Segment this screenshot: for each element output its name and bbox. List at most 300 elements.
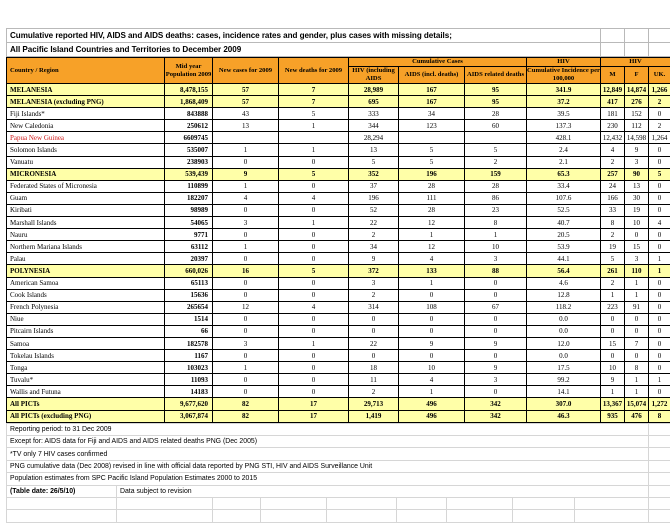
cell-hiv-male[interactable]: 33	[601, 204, 625, 216]
cell-population[interactable]: 65113	[165, 277, 213, 289]
cell-new-cases[interactable]: 0	[213, 229, 279, 241]
cell-population[interactable]: 535007	[165, 144, 213, 156]
cell-new-cases[interactable]: 1	[213, 241, 279, 253]
cell-cumulative-incidence[interactable]: 341.9	[527, 84, 601, 96]
cell-cumulative-incidence[interactable]: 307.0	[527, 398, 601, 410]
table-row[interactable]	[7, 156, 670, 168]
cell-aids-cumulative[interactable]: 196	[399, 168, 465, 180]
cell-aids-cumulative[interactable]: 1	[399, 277, 465, 289]
cell-cumulative-incidence[interactable]: 118.2	[527, 301, 601, 313]
table-row[interactable]	[7, 253, 670, 265]
cell-hiv-female[interactable]: 3	[625, 156, 649, 168]
cell-hiv-female[interactable]: 152	[625, 108, 649, 120]
cell-aids-related-deaths[interactable]: 2	[465, 156, 527, 168]
cell-aids-related-deaths[interactable]: 28	[465, 180, 527, 192]
table-row[interactable]	[7, 241, 670, 253]
cell-population[interactable]: 9771	[165, 229, 213, 241]
cell-aids-related-deaths[interactable]: 342	[465, 410, 527, 422]
cell-new-deaths[interactable]: 0	[279, 325, 349, 337]
cell-new-cases[interactable]: 0	[213, 325, 279, 337]
cell-aids-cumulative[interactable]: 0	[399, 325, 465, 337]
cell-aids-cumulative[interactable]: 1	[399, 229, 465, 241]
cell-cumulative-incidence[interactable]: 37.2	[527, 96, 601, 108]
cell-new-deaths[interactable]: 17	[279, 410, 349, 422]
cell-country-name[interactable]: Wallis and Futuna	[7, 386, 165, 398]
cell-hiv-female[interactable]: 19	[625, 204, 649, 216]
cell-population[interactable]: 539,439	[165, 168, 213, 180]
cell-hiv-female[interactable]: 0	[625, 325, 649, 337]
cell-population[interactable]: 98989	[165, 204, 213, 216]
cell-new-deaths[interactable]: 0	[279, 350, 349, 362]
cell-aids-related-deaths[interactable]: 86	[465, 192, 527, 204]
cell-new-cases[interactable]: 0	[213, 289, 279, 301]
cell-country-name[interactable]: POLYNESIA	[7, 265, 165, 277]
cell-hiv-female[interactable]: 1	[625, 277, 649, 289]
cell-hiv-cumulative[interactable]: 9	[349, 253, 399, 265]
cell-cumulative-incidence[interactable]: 107.6	[527, 192, 601, 204]
cell-aids-related-deaths[interactable]: 95	[465, 84, 527, 96]
table-row[interactable]	[7, 168, 670, 180]
cell-cumulative-incidence[interactable]: 46.3	[527, 410, 601, 422]
cell-aids-related-deaths[interactable]: 1	[465, 229, 527, 241]
cell-hiv-unknown[interactable]: 1	[649, 374, 670, 386]
cell-cumulative-incidence[interactable]: 65.3	[527, 168, 601, 180]
cell-hiv-unknown[interactable]: 0	[649, 350, 670, 362]
cell-new-deaths[interactable]: 0	[279, 241, 349, 253]
cell-country-name[interactable]: French Polynesia	[7, 301, 165, 313]
cell-hiv-unknown[interactable]: 5	[649, 168, 670, 180]
cell-hiv-male[interactable]: 4	[601, 144, 625, 156]
cell-aids-cumulative[interactable]: 5	[399, 144, 465, 156]
cell-hiv-cumulative[interactable]: 372	[349, 265, 399, 277]
table-row[interactable]	[7, 301, 670, 313]
cell-new-deaths[interactable]: 0	[279, 180, 349, 192]
cell-cumulative-incidence[interactable]: 39.5	[527, 108, 601, 120]
cell-aids-related-deaths[interactable]	[465, 132, 527, 144]
cell-country-name[interactable]: Niue	[7, 313, 165, 325]
cell-hiv-female[interactable]: 7	[625, 337, 649, 349]
cell-population[interactable]: 66	[165, 325, 213, 337]
table-row[interactable]	[7, 265, 670, 277]
table-row[interactable]	[7, 108, 670, 120]
cell-country-name[interactable]: Vanuatu	[7, 156, 165, 168]
cell-hiv-unknown[interactable]: 0	[649, 192, 670, 204]
cell-hiv-female[interactable]: 1	[625, 374, 649, 386]
cell-population[interactable]: 250612	[165, 120, 213, 132]
cell-hiv-male[interactable]: 8	[601, 217, 625, 229]
cell-aids-related-deaths[interactable]: 0	[465, 313, 527, 325]
cell-aids-related-deaths[interactable]: 3	[465, 374, 527, 386]
cell-hiv-unknown[interactable]: 1	[649, 253, 670, 265]
cell-hiv-cumulative[interactable]: 22	[349, 217, 399, 229]
cell-country-name[interactable]: Tokelau Islands	[7, 350, 165, 362]
cell-hiv-cumulative[interactable]: 28,989	[349, 84, 399, 96]
cell-hiv-female[interactable]: 1	[625, 386, 649, 398]
cell-new-deaths[interactable]: 1	[279, 337, 349, 349]
cell-cumulative-incidence[interactable]: 2.1	[527, 156, 601, 168]
cell-country-name[interactable]: New Caledonia	[7, 120, 165, 132]
cell-aids-related-deaths[interactable]: 5	[465, 144, 527, 156]
table-row[interactable]	[7, 229, 670, 241]
cell-hiv-unknown[interactable]: 2	[649, 120, 670, 132]
table-row[interactable]	[7, 192, 670, 204]
cell-hiv-male[interactable]: 13,367	[601, 398, 625, 410]
cell-new-deaths[interactable]: 0	[279, 253, 349, 265]
cell-new-deaths[interactable]: 1	[279, 144, 349, 156]
cell-hiv-unknown[interactable]: 8	[649, 410, 670, 422]
cell-hiv-female[interactable]: 0	[625, 350, 649, 362]
cell-aids-cumulative[interactable]: 1	[399, 386, 465, 398]
table-row[interactable]	[7, 84, 670, 96]
cell-new-deaths[interactable]: 4	[279, 301, 349, 313]
cell-hiv-cumulative[interactable]: 5	[349, 156, 399, 168]
cell-new-deaths[interactable]: 4	[279, 192, 349, 204]
cell-aids-cumulative[interactable]: 5	[399, 156, 465, 168]
cell-aids-related-deaths[interactable]: 10	[465, 241, 527, 253]
cell-hiv-female[interactable]: 13	[625, 180, 649, 192]
cell-hiv-cumulative[interactable]: 2	[349, 289, 399, 301]
cell-hiv-unknown[interactable]: 0	[649, 108, 670, 120]
table-row[interactable]	[7, 386, 670, 398]
cell-country-name[interactable]: Kiribati	[7, 204, 165, 216]
table-row[interactable]	[7, 289, 670, 301]
cell-cumulative-incidence[interactable]: 56.4	[527, 265, 601, 277]
table-row[interactable]	[7, 410, 670, 422]
cell-hiv-male[interactable]: 2	[601, 156, 625, 168]
cell-hiv-male[interactable]: 257	[601, 168, 625, 180]
cell-hiv-unknown[interactable]: 0	[649, 229, 670, 241]
cell-aids-related-deaths[interactable]: 9	[465, 362, 527, 374]
cell-hiv-female[interactable]: 8	[625, 362, 649, 374]
cell-new-deaths[interactable]: 1	[279, 217, 349, 229]
cell-new-deaths[interactable]: 0	[279, 277, 349, 289]
cell-population[interactable]: 182207	[165, 192, 213, 204]
cell-hiv-unknown[interactable]: 0	[649, 313, 670, 325]
cell-hiv-male[interactable]: 12,849	[601, 84, 625, 96]
cell-new-deaths[interactable]: 17	[279, 398, 349, 410]
cell-hiv-cumulative[interactable]: 352	[349, 168, 399, 180]
cell-cumulative-incidence[interactable]: 52.5	[527, 204, 601, 216]
cell-new-cases[interactable]: 0	[213, 374, 279, 386]
cell-aids-cumulative[interactable]: 12	[399, 241, 465, 253]
cell-hiv-cumulative[interactable]: 314	[349, 301, 399, 313]
cell-hiv-female[interactable]: 1	[625, 289, 649, 301]
cell-hiv-unknown[interactable]: 0	[649, 386, 670, 398]
cell-aids-cumulative[interactable]: 0	[399, 289, 465, 301]
cell-hiv-male[interactable]: 1	[601, 289, 625, 301]
cell-new-deaths[interactable]: 5	[279, 108, 349, 120]
table-row[interactable]	[7, 204, 670, 216]
cell-aids-related-deaths[interactable]: 3	[465, 253, 527, 265]
cell-hiv-cumulative[interactable]: 0	[349, 350, 399, 362]
cell-new-cases[interactable]: 12	[213, 301, 279, 313]
cell-aids-cumulative[interactable]: 9	[399, 337, 465, 349]
table-row[interactable]	[7, 277, 670, 289]
table-row[interactable]	[7, 217, 670, 229]
cell-cumulative-incidence[interactable]: 12.8	[527, 289, 601, 301]
cell-new-deaths[interactable]: 5	[279, 168, 349, 180]
cell-new-deaths[interactable]: 0	[279, 204, 349, 216]
cell-hiv-male[interactable]: 223	[601, 301, 625, 313]
cell-aids-cumulative[interactable]: 28	[399, 180, 465, 192]
cell-aids-related-deaths[interactable]: 67	[465, 301, 527, 313]
cell-population[interactable]: 8,478,155	[165, 84, 213, 96]
cell-hiv-unknown[interactable]: 1,266	[649, 84, 670, 96]
cell-country-name[interactable]: Cook Islands	[7, 289, 165, 301]
cell-aids-cumulative[interactable]: 496	[399, 410, 465, 422]
cell-hiv-cumulative[interactable]: 2	[349, 229, 399, 241]
cell-population[interactable]: 843888	[165, 108, 213, 120]
cell-hiv-unknown[interactable]: 0	[649, 289, 670, 301]
cell-population[interactable]: 1,868,409	[165, 96, 213, 108]
cell-country-name[interactable]: Pitcairn Islands	[7, 325, 165, 337]
cell-hiv-female[interactable]: 3	[625, 253, 649, 265]
cell-new-cases[interactable]: 9	[213, 168, 279, 180]
cell-hiv-cumulative[interactable]: 196	[349, 192, 399, 204]
cell-country-name[interactable]: American Samoa	[7, 277, 165, 289]
cell-cumulative-incidence[interactable]: 14.1	[527, 386, 601, 398]
cell-aids-cumulative[interactable]: 111	[399, 192, 465, 204]
cell-country-name[interactable]: Samoa	[7, 337, 165, 349]
cell-hiv-male[interactable]: 15	[601, 337, 625, 349]
cell-new-cases[interactable]: 0	[213, 386, 279, 398]
cell-country-name[interactable]: Papua New Guinea	[7, 132, 165, 144]
cell-hiv-cumulative[interactable]: 1,419	[349, 410, 399, 422]
cell-new-deaths[interactable]: 0	[279, 156, 349, 168]
cell-new-deaths[interactable]: 7	[279, 84, 349, 96]
cell-new-cases[interactable]: 16	[213, 265, 279, 277]
cell-aids-cumulative[interactable]: 496	[399, 398, 465, 410]
cell-aids-related-deaths[interactable]: 0	[465, 277, 527, 289]
cell-population[interactable]: 63112	[165, 241, 213, 253]
cell-hiv-unknown[interactable]: 0	[649, 156, 670, 168]
cell-new-cases[interactable]: 82	[213, 398, 279, 410]
cell-cumulative-incidence[interactable]: 4.6	[527, 277, 601, 289]
cell-hiv-female[interactable]: 90	[625, 168, 649, 180]
cell-population[interactable]: 14183	[165, 386, 213, 398]
cell-hiv-male[interactable]: 261	[601, 265, 625, 277]
cell-hiv-male[interactable]: 10	[601, 362, 625, 374]
cell-cumulative-incidence[interactable]: 0.0	[527, 325, 601, 337]
cell-new-deaths[interactable]: 0	[279, 289, 349, 301]
cell-new-deaths[interactable]: 0	[279, 386, 349, 398]
cell-country-name[interactable]: Marshall Islands	[7, 217, 165, 229]
cell-cumulative-incidence[interactable]: 44.1	[527, 253, 601, 265]
cell-country-name[interactable]: Guam	[7, 192, 165, 204]
cell-hiv-cumulative[interactable]: 0	[349, 313, 399, 325]
cell-new-deaths[interactable]: 5	[279, 265, 349, 277]
cell-country-name[interactable]: Nauru	[7, 229, 165, 241]
cell-new-cases[interactable]: 0	[213, 277, 279, 289]
cell-hiv-unknown[interactable]: 4	[649, 217, 670, 229]
cell-aids-related-deaths[interactable]: 88	[465, 265, 527, 277]
cell-population[interactable]: 1167	[165, 350, 213, 362]
cell-new-cases[interactable]: 3	[213, 337, 279, 349]
cell-new-cases[interactable]: 82	[213, 410, 279, 422]
cell-new-deaths[interactable]: 0	[279, 229, 349, 241]
table-row[interactable]	[7, 144, 670, 156]
cell-cumulative-incidence[interactable]: 53.9	[527, 241, 601, 253]
cell-hiv-male[interactable]: 181	[601, 108, 625, 120]
cell-population[interactable]: 182578	[165, 337, 213, 349]
table-row[interactable]	[7, 180, 670, 192]
cell-aids-related-deaths[interactable]: 9	[465, 337, 527, 349]
cell-cumulative-incidence[interactable]: 17.5	[527, 362, 601, 374]
cell-new-deaths[interactable]	[279, 132, 349, 144]
cell-hiv-female[interactable]: 0	[625, 313, 649, 325]
cell-hiv-male[interactable]: 2	[601, 277, 625, 289]
cell-population[interactable]: 265654	[165, 301, 213, 313]
cell-cumulative-incidence[interactable]: 12.0	[527, 337, 601, 349]
cell-hiv-female[interactable]: 112	[625, 120, 649, 132]
cell-hiv-male[interactable]: 0	[601, 313, 625, 325]
cell-population[interactable]: 103023	[165, 362, 213, 374]
cell-country-name[interactable]: Solomon Islands	[7, 144, 165, 156]
table-row[interactable]	[7, 350, 670, 362]
cell-new-deaths[interactable]: 1	[279, 120, 349, 132]
cell-hiv-male[interactable]: 24	[601, 180, 625, 192]
table-row[interactable]	[7, 398, 670, 410]
cell-cumulative-incidence[interactable]: 20.5	[527, 229, 601, 241]
cell-aids-cumulative[interactable]: 0	[399, 350, 465, 362]
cell-hiv-female[interactable]: 30	[625, 192, 649, 204]
cell-country-name[interactable]: MICRONESIA	[7, 168, 165, 180]
cell-aids-related-deaths[interactable]: 28	[465, 108, 527, 120]
cell-population[interactable]: 110899	[165, 180, 213, 192]
cell-new-cases[interactable]: 3	[213, 217, 279, 229]
cell-aids-cumulative[interactable]: 4	[399, 253, 465, 265]
cell-hiv-male[interactable]: 230	[601, 120, 625, 132]
cell-hiv-cumulative[interactable]: 52	[349, 204, 399, 216]
cell-aids-related-deaths[interactable]: 0	[465, 325, 527, 337]
cell-cumulative-incidence[interactable]: 428.1	[527, 132, 601, 144]
cell-hiv-unknown[interactable]: 0	[649, 325, 670, 337]
cell-hiv-unknown[interactable]: 0	[649, 301, 670, 313]
cell-aids-cumulative[interactable]: 12	[399, 217, 465, 229]
cell-hiv-cumulative[interactable]: 695	[349, 96, 399, 108]
cell-aids-related-deaths[interactable]: 23	[465, 204, 527, 216]
cell-hiv-male[interactable]: 5	[601, 253, 625, 265]
cell-population[interactable]: 11093	[165, 374, 213, 386]
cell-new-deaths[interactable]: 0	[279, 374, 349, 386]
cell-population[interactable]: 15636	[165, 289, 213, 301]
cell-new-cases[interactable]: 57	[213, 84, 279, 96]
cell-cumulative-incidence[interactable]: 0.0	[527, 350, 601, 362]
cell-hiv-cumulative[interactable]: 11	[349, 374, 399, 386]
cell-new-deaths[interactable]: 0	[279, 313, 349, 325]
cell-new-cases[interactable]: 43	[213, 108, 279, 120]
table-row[interactable]	[7, 337, 670, 349]
cell-new-cases[interactable]: 0	[213, 313, 279, 325]
cell-hiv-female[interactable]: 14,598	[625, 132, 649, 144]
cell-aids-related-deaths[interactable]: 8	[465, 217, 527, 229]
cell-aids-related-deaths[interactable]: 95	[465, 96, 527, 108]
cell-hiv-unknown[interactable]: 0	[649, 337, 670, 349]
cell-aids-cumulative[interactable]: 108	[399, 301, 465, 313]
cell-aids-cumulative[interactable]: 123	[399, 120, 465, 132]
cell-hiv-female[interactable]: 110	[625, 265, 649, 277]
cell-population[interactable]: 20397	[165, 253, 213, 265]
cell-hiv-unknown[interactable]: 1,264	[649, 132, 670, 144]
cell-aids-cumulative[interactable]: 10	[399, 362, 465, 374]
cell-hiv-male[interactable]: 1	[601, 386, 625, 398]
table-row[interactable]	[7, 313, 670, 325]
table-row[interactable]	[7, 132, 670, 144]
cell-hiv-female[interactable]: 15,074	[625, 398, 649, 410]
cell-aids-related-deaths[interactable]: 0	[465, 350, 527, 362]
cell-new-cases[interactable]: 0	[213, 156, 279, 168]
cell-country-name[interactable]: Tuvalu*	[7, 374, 165, 386]
cell-cumulative-incidence[interactable]: 33.4	[527, 180, 601, 192]
cell-aids-related-deaths[interactable]: 0	[465, 386, 527, 398]
cell-hiv-male[interactable]: 9	[601, 374, 625, 386]
cell-hiv-unknown[interactable]: 2	[649, 96, 670, 108]
cell-hiv-male[interactable]: 166	[601, 192, 625, 204]
cell-new-cases[interactable]: 0	[213, 253, 279, 265]
cell-aids-cumulative[interactable]: 28	[399, 204, 465, 216]
cell-aids-cumulative[interactable]: 4	[399, 374, 465, 386]
cell-hiv-cumulative[interactable]: 3	[349, 277, 399, 289]
cell-country-name[interactable]: MELANESIA (excluding PNG)	[7, 96, 165, 108]
cell-hiv-female[interactable]: 0	[625, 229, 649, 241]
cell-population[interactable]: 1514	[165, 313, 213, 325]
cell-population[interactable]: 3,067,874	[165, 410, 213, 422]
cell-cumulative-incidence[interactable]: 137.3	[527, 120, 601, 132]
cell-country-name[interactable]: Palau	[7, 253, 165, 265]
cell-aids-related-deaths[interactable]: 159	[465, 168, 527, 180]
cell-aids-cumulative[interactable]: 167	[399, 84, 465, 96]
cell-new-cases[interactable]: 1	[213, 144, 279, 156]
cell-hiv-unknown[interactable]: 0	[649, 144, 670, 156]
cell-country-name[interactable]: Federated States of Micronesia	[7, 180, 165, 192]
table-row[interactable]	[7, 325, 670, 337]
table-row[interactable]	[7, 120, 670, 132]
table-row[interactable]	[7, 96, 670, 108]
cell-hiv-unknown[interactable]: 0	[649, 204, 670, 216]
cell-hiv-male[interactable]: 19	[601, 241, 625, 253]
cell-cumulative-incidence[interactable]: 40.7	[527, 217, 601, 229]
cell-population[interactable]: 9,677,620	[165, 398, 213, 410]
cell-country-name[interactable]: MELANESIA	[7, 84, 165, 96]
cell-country-name[interactable]: Fiji Islands*	[7, 108, 165, 120]
cell-aids-related-deaths[interactable]: 342	[465, 398, 527, 410]
cell-hiv-female[interactable]: 91	[625, 301, 649, 313]
cell-new-deaths[interactable]: 7	[279, 96, 349, 108]
table-row[interactable]	[7, 374, 670, 386]
cell-hiv-unknown[interactable]: 0	[649, 277, 670, 289]
cell-hiv-cumulative[interactable]: 34	[349, 241, 399, 253]
cell-aids-cumulative[interactable]: 167	[399, 96, 465, 108]
cell-country-name[interactable]: All PICTs (excluding PNG)	[7, 410, 165, 422]
cell-country-name[interactable]: All PICTs	[7, 398, 165, 410]
cell-aids-cumulative[interactable]: 133	[399, 265, 465, 277]
cell-aids-cumulative[interactable]: 0	[399, 313, 465, 325]
cell-country-name[interactable]: Tonga	[7, 362, 165, 374]
cell-hiv-female[interactable]: 476	[625, 410, 649, 422]
cell-aids-cumulative[interactable]: 34	[399, 108, 465, 120]
cell-population[interactable]: 238903	[165, 156, 213, 168]
cell-hiv-male[interactable]: 935	[601, 410, 625, 422]
cell-hiv-male[interactable]: 2	[601, 229, 625, 241]
cell-hiv-unknown[interactable]: 0	[649, 241, 670, 253]
cell-hiv-cumulative[interactable]: 28,294	[349, 132, 399, 144]
cell-aids-related-deaths[interactable]: 60	[465, 120, 527, 132]
cell-new-cases[interactable]: 0	[213, 204, 279, 216]
cell-new-cases[interactable]: 0	[213, 350, 279, 362]
cell-hiv-cumulative[interactable]: 0	[349, 325, 399, 337]
cell-country-name[interactable]: Northern Mariana Islands	[7, 241, 165, 253]
cell-hiv-cumulative[interactable]: 18	[349, 362, 399, 374]
